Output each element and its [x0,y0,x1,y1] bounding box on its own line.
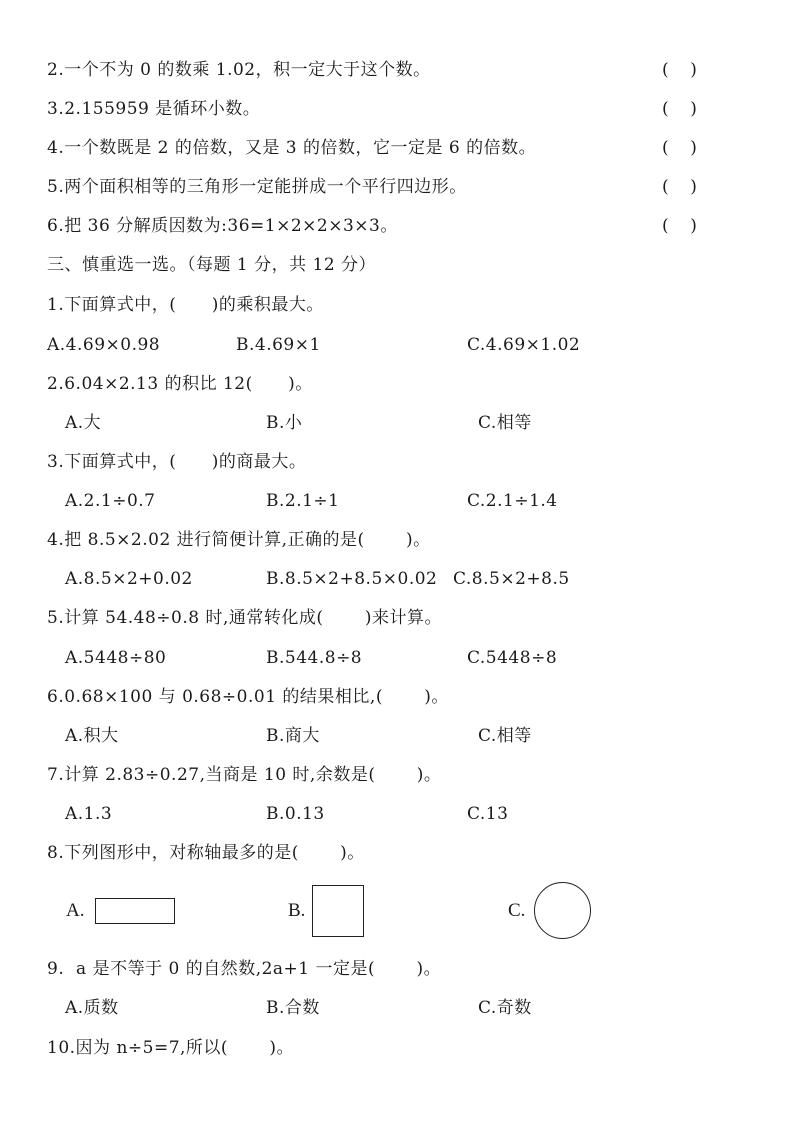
question-2-option-c[interactable]: C.相等 [478,413,532,433]
judgment-5-text: 5.两个面积相等的三角形一定能拼成一个平行四边形。 [47,177,467,197]
question-4-option-b[interactable]: B.8.5×2+8.5×0.02 [266,569,438,589]
section-3-title: 三、慎重选一选。（每题 1 分，共 12 分） [47,255,377,275]
question-1-stem: 1.下面算式中，( )的乘积最大。 [47,295,324,315]
question-1-option-c[interactable]: C.4.69×1.02 [467,335,581,355]
question-9-stem: 9. a 是不等于 0 的自然数,2a+1 一定是( )。 [47,959,442,979]
question-6-option-c[interactable]: C.相等 [478,726,532,746]
question-8-option-a-label[interactable]: A. [66,900,85,921]
question-4-stem: 4.把 8.5×2.02 进行简便计算,正确的是( )。 [47,530,431,550]
question-3-option-c[interactable]: C.2.1÷1.4 [467,491,558,511]
question-8-stem: 8.下列图形中，对称轴最多的是( )。 [47,843,365,863]
question-1-option-b[interactable]: B.4.69×1 [236,335,321,355]
rectangle-icon [95,898,175,924]
question-7-stem: 7.计算 2.83÷0.27,当商是 10 时,余数是( )。 [47,765,442,785]
question-7-option-b[interactable]: B.0.13 [266,804,325,824]
question-3-option-b[interactable]: B.2.1÷1 [266,491,340,511]
judgment-6-text: 6.把 36 分解质因数为:36=1×2×2×3×3。 [47,216,398,236]
question-3-stem: 3.下面算式中，( )的商最大。 [47,452,307,472]
judgment-2-answer-blank[interactable]: ( ) [662,60,697,80]
question-5-option-c[interactable]: C.5448÷8 [467,648,558,668]
question-3-option-a[interactable]: A.2.1÷0.7 [65,491,156,511]
question-6-option-b[interactable]: B.商大 [266,726,320,746]
judgment-3-text: 3.2.155959 是循环小数。 [47,99,261,119]
question-9-option-b[interactable]: B.合数 [266,998,320,1018]
square-icon [312,885,364,937]
question-7-option-a[interactable]: A.1.3 [65,804,113,824]
question-9-option-a[interactable]: A.质数 [65,998,119,1018]
question-1-option-a[interactable]: A.4.69×0.98 [47,335,161,355]
question-8-option-c-label[interactable]: C. [508,900,526,921]
circle-icon [534,882,591,939]
question-5-option-b[interactable]: B.544.8÷8 [266,648,363,668]
question-6-stem: 6.0.68×100 与 0.68÷0.01 的结果相比,( )。 [47,687,449,707]
question-2-option-a[interactable]: A.大 [65,413,102,433]
question-2-option-b[interactable]: B.小 [266,413,303,433]
judgment-5-answer-blank[interactable]: ( ) [662,177,697,197]
judgment-6-answer-blank[interactable]: ( ) [662,216,697,236]
question-5-option-a[interactable]: A.5448÷80 [65,648,167,668]
question-5-stem: 5.计算 54.48÷0.8 时,通常转化成( )来计算。 [47,608,442,628]
question-4-option-c[interactable]: C.8.5×2+8.5 [453,569,570,589]
question-7-option-c[interactable]: C.13 [467,804,509,824]
judgment-3-answer-blank[interactable]: ( ) [662,99,697,119]
judgment-4-text: 4.一个数既是 2 的倍数，又是 3 的倍数，它一定是 6 的倍数。 [47,138,537,158]
question-8-option-b-label[interactable]: B. [288,900,306,921]
question-10-stem: 10.因为 n÷5=7,所以( )。 [47,1038,295,1058]
question-6-option-a[interactable]: A.积大 [65,726,119,746]
question-4-option-a[interactable]: A.8.5×2+0.02 [65,569,193,589]
judgment-4-answer-blank[interactable]: ( ) [662,138,697,158]
question-9-option-c[interactable]: C.奇数 [478,998,532,1018]
judgment-2-text: 2.一个不为 0 的数乘 1.02，积一定大于这个数。 [47,60,431,80]
question-2-stem: 2.6.04×2.13 的积比 12( )。 [47,374,313,394]
